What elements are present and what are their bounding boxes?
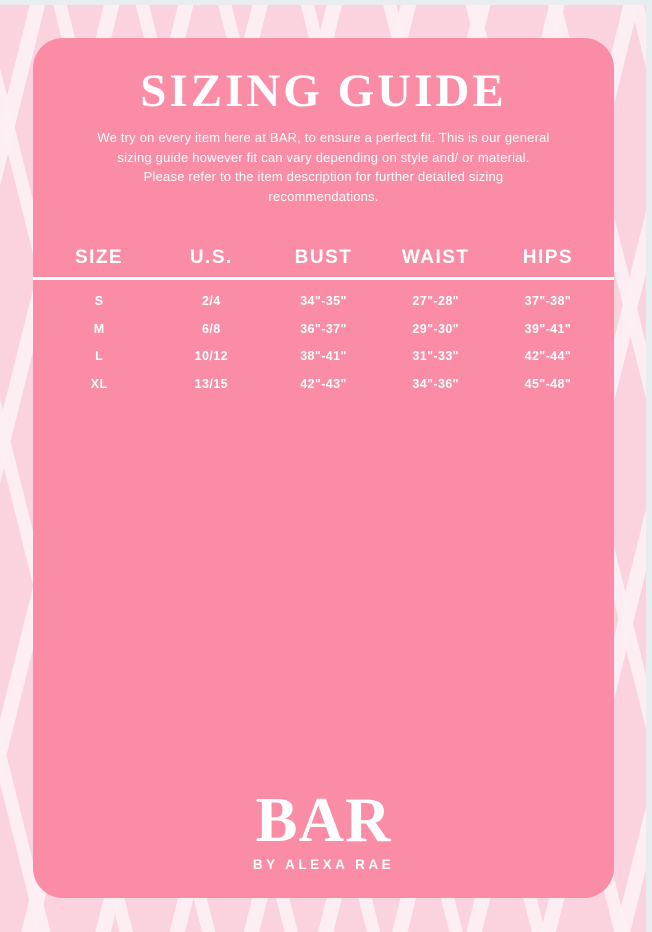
table-body xyxy=(33,288,614,398)
cell-hips: 42"-44" xyxy=(524,349,572,364)
column-header-hips: HIPS xyxy=(522,246,574,268)
intro-line: Please refer to the item description for further detailed sizing xyxy=(143,169,504,184)
brand-logo xyxy=(33,785,614,872)
column-header-waist: WAIST xyxy=(401,246,470,268)
table-row xyxy=(33,343,614,371)
header-divider xyxy=(33,277,614,280)
cell-waist: 29"-30" xyxy=(412,321,460,336)
cell-us: 6/8 xyxy=(202,321,221,336)
cell-size: S xyxy=(94,294,104,309)
cell-waist: 34"-36" xyxy=(412,376,460,391)
table-row xyxy=(33,370,614,398)
intro-text xyxy=(33,128,614,206)
cell-size: L xyxy=(95,349,104,364)
brand-tagline: BY ALEXA RAE xyxy=(252,857,395,872)
column-header-bust: BUST xyxy=(294,246,353,268)
table-row xyxy=(33,288,614,316)
brand-name: BAR xyxy=(255,785,392,855)
top-edge-strip xyxy=(0,0,652,5)
cell-size: M xyxy=(93,321,105,336)
column-header-us: U.S. xyxy=(189,246,233,268)
cell-hips: 45"-48" xyxy=(524,376,572,391)
cell-bust: 42"-43" xyxy=(300,376,347,391)
cell-hips: 37"-38" xyxy=(524,294,572,309)
column-header-size: SIZE xyxy=(74,246,124,268)
intro-line: sizing guide however fit can vary depending on style and/ or material. xyxy=(117,149,530,165)
cell-bust: 36"-37" xyxy=(300,321,347,336)
intro-line: recommendations. xyxy=(268,188,379,204)
cell-waist: 31"-33" xyxy=(412,349,460,364)
intro-line: We try on every item here at BAR, to ensure a perfect fit. This is our general xyxy=(97,130,550,145)
cell-waist: 27"-28" xyxy=(412,294,460,309)
cell-us: 10/12 xyxy=(194,349,228,364)
cell-size: XL xyxy=(90,376,108,391)
table-row xyxy=(33,315,614,343)
cell-us: 13/15 xyxy=(194,376,228,391)
page-title: SIZING GUIDE xyxy=(140,65,507,117)
sizing-guide-card xyxy=(33,38,614,898)
size-table xyxy=(33,238,614,398)
right-edge-strip xyxy=(646,0,652,932)
table-header-row xyxy=(33,238,614,277)
cell-us: 2/4 xyxy=(202,294,221,309)
cell-bust: 38"-41" xyxy=(300,349,347,364)
cell-bust: 34"-35" xyxy=(300,294,347,309)
cell-hips: 39"-41" xyxy=(524,321,572,336)
